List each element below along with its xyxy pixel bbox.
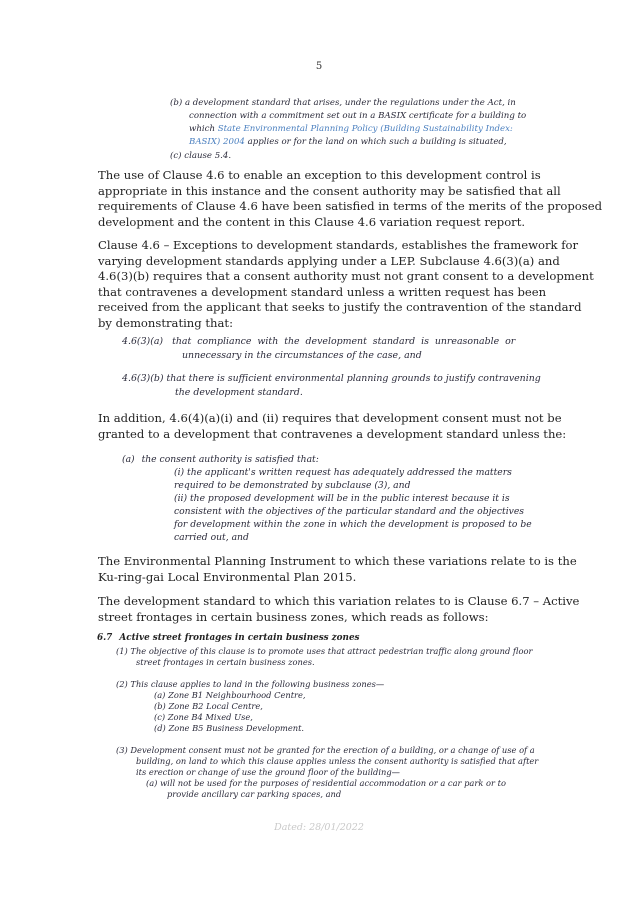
quote-463b-line1: 4.6(3)(b) that there is sufficient environmental planning grounds to justify contravening [122,373,541,384]
sepp-basix-link-cont[interactable]: BASIX) 2004 [189,137,245,147]
quote-463b-line2: the development standard. [175,386,303,398]
quote-c-text: clause 5.4. [184,151,232,161]
para1-line: development and the content in this Clause 4.6 variation request report. [98,214,526,229]
para2-line: 4.6(3)(b) requires that a consent authority must not grant consent to a development [98,269,594,284]
quote-b-line3: which [189,124,218,134]
quote-463a-line1: that compliance with the development standard is unreasonable or [172,336,516,347]
zone-label: (c) [154,712,166,722]
clause-67-s1-label: (1) [116,646,128,656]
clause-67-s1-line1: The objective of this clause is to promote uses that attract pedestrian traffic along ground floor [130,646,533,656]
para3-line: In addition, 4.6(4)(a)(i) and (ii) requires that development consent must not be [98,411,562,425]
paragraph-epi [98,554,577,585]
clause-67-s3a-line2: provide ancillary car parking spaces, and [167,789,342,799]
clause-67-s3-line2: building, on land to which this clause applies unless the consent authority is satisfied that after [136,756,539,766]
quote-464i-line2: required to be demonstrated by subclause (3), and [174,480,411,491]
para1-line: requirements of Clause 4.6 have been satisfied in terms of the merits of the proposed [98,199,602,214]
quote-basix [170,97,530,163]
quote-b-line4: applies or for the land on which such a building is situated, [244,137,507,147]
clause-67-s2-label: (2) [116,679,128,689]
quote-464ii-line4: carried out, and [174,532,249,543]
clause-67-s3a-line1: will not be used for the purposes of residential accommodation or a car park or to [160,778,506,788]
clause-67-s3-line1: Development consent must not be granted for the erection of a building, or a change of use of a [130,745,535,755]
quote-c-label: (c) [170,151,182,161]
para5-line: The development standard to which this variation relates to is Clause 6.7 – Active [98,594,580,608]
quote-463a-line2: unnecessary in the circumstances of the case, and [182,349,422,361]
sepp-basix-link[interactable]: State Environmental Planning Policy (Building Sustainability Index: [217,124,513,134]
quote-463 [122,335,541,399]
zone-text: Zone B5 Business Development. [168,723,305,733]
paragraph-standard [98,594,580,625]
quote-464 [122,453,532,544]
quote-463a-label: 4.6(3)(a) [122,336,164,347]
para2-line: that contravenes a development standard unless a written request has been [98,284,547,299]
clause-67-s3-label: (3) [116,745,128,755]
clause-67-title: Active street frontages in certain business zones [119,633,360,643]
clause-67-s2-text: This clause applies to land in the following business zones— [130,679,385,689]
zone-label: (b) [154,701,166,711]
para4-line: The Environmental Planning Instrument to which these variations relate to is the [98,554,577,568]
zone-label: (a) [154,690,166,700]
paragraph-clause-46-appropriate [98,168,602,230]
para2-line: varying development standards applying under a LEP. Subclause 4.6(3)(a) and [98,253,560,268]
para2-line: by demonstrating that: [98,315,233,330]
clause-67-s3-line3: its erection or change of use the ground floor of the building— [136,767,400,777]
quote-464a-text: the consent authority is satisfied that: [141,454,319,465]
para1-line: appropriate in this instance and the consent authority may be satisfied that all [98,183,561,198]
zone-text: Zone B2 Local Centre, [168,701,263,711]
clause-67-s3a-label: (a) [146,778,158,788]
clause-67-num: 6.7 [97,633,113,643]
para4-line: Ku-ring-gai Local Environmental Plan 2015. [98,569,357,584]
paragraph-clause-46-framework [98,238,594,332]
para5-line: street frontages in certain business zones, which reads as follows: [98,609,489,624]
page-number: 5 [315,61,323,72]
footer-date: Dated: 28/01/2022 [274,822,364,833]
para2-line: Clause 4.6 – Exceptions to development standards, establishes the framework for [98,238,579,252]
quote-464a-label: (a) [122,454,135,465]
quote-b-line1: a development standard that arises, under the regulations under the Act, in [184,98,516,108]
para1-line: The use of Clause 4.6 to enable an exception to this development control is [98,168,541,182]
quote-464ii-line2: consistent with the objectives of the particular standard and the objectives [174,506,524,517]
quote-b-label: (b) [170,98,183,108]
quote-464ii-line3: for development within the zone in which the development is proposed to be [174,519,532,530]
clause-67-s1-line2: street frontages in certain business zones. [136,657,315,667]
quote-b-line2: connection with a commitment set out in a BASIX certificate for a building to [189,111,527,121]
zone-label: (d) [154,723,166,733]
paragraph-clause-464 [98,411,567,442]
zone-text: Zone B4 Mixed Use, [167,712,253,722]
clause-67-heading [97,633,360,643]
clause-67-body [116,646,539,800]
quote-464ii-line1: (ii) the proposed development will be in the public interest because it is [174,493,510,504]
para3-line: granted to a development that contravenes a development standard unless the: [98,426,567,441]
zone-text: Zone B1 Neighbourhood Centre, [168,690,306,700]
para2-line: received from the applicant that seeks to justify the contravention of the standard [98,300,582,315]
quote-464i-line1: (i) the applicant's written request has adequately addressed the matters [174,467,512,478]
